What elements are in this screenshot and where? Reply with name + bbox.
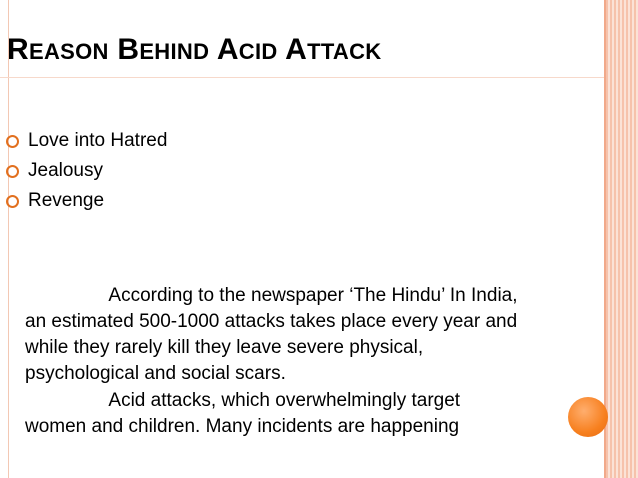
title-underline: [0, 77, 604, 78]
paragraph-line: Acid attacks, which overwhelmingly target: [25, 390, 461, 411]
bullet-item: [6, 156, 167, 186]
ring-bullet-icon: [6, 165, 19, 178]
slide-title: [7, 33, 382, 67]
title-word-behind: BEHIND: [117, 33, 210, 66]
title-word-attack: ATTACK: [285, 33, 382, 66]
bullet-text: Jealousy: [28, 160, 103, 181]
bullet-item: [6, 186, 167, 216]
title-word-acid: ACID: [216, 33, 278, 66]
orange-circle-decoration: [568, 397, 608, 437]
paragraph-line: an estimated 500-1000 attacks takes place every year and: [25, 311, 518, 332]
bullet-text: Revenge: [28, 190, 105, 211]
paragraph-line: psychological and social scars.: [25, 363, 286, 384]
paragraph-line: According to the newspaper ‘The Hindu’ In India,: [25, 285, 518, 306]
paragraph-line: women and children. Many incidents are happening: [25, 416, 460, 437]
ring-bullet-icon: [6, 195, 19, 208]
paragraph-newspaper: [25, 283, 595, 387]
paragraph-acid-attacks: [25, 388, 595, 440]
ring-bullet-icon: [6, 135, 19, 148]
bullet-item: [6, 126, 167, 156]
paragraph-line: while they rarely kill they leave severe physical,: [25, 337, 424, 358]
bullet-text: Love into Hatred: [28, 130, 168, 151]
title-word-reason: REASON: [7, 33, 109, 66]
right-decorative-stripes: [604, 0, 638, 478]
bullet-list: [6, 126, 167, 216]
left-border-line: [8, 0, 9, 478]
